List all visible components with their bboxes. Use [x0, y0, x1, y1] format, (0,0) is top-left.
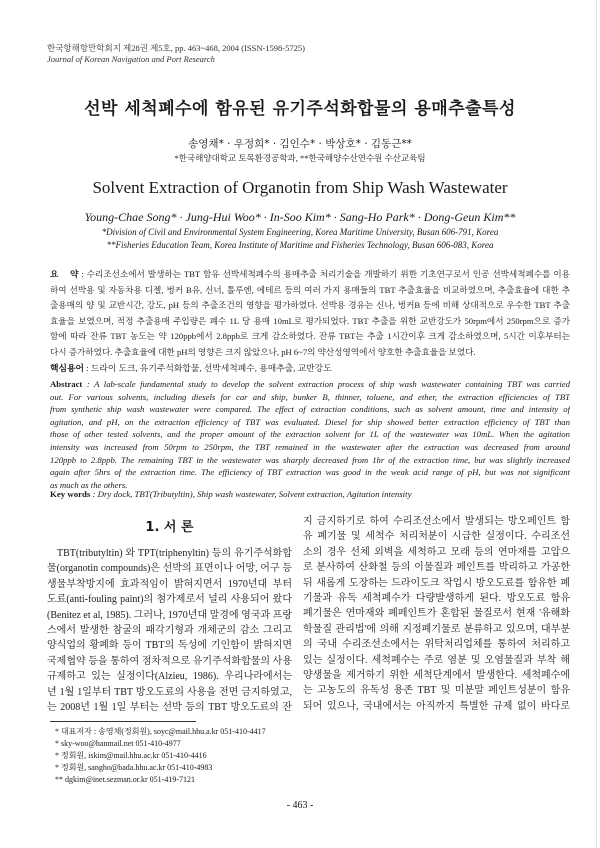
text-line: again after 5hrs of the extraction time. The efficiency of TBT extraction was good in the weak acid range of pH, but was not significant [50, 467, 570, 478]
text-line: 생물부착방지에 효과적임이 밝혀지면서 1970년대 부터 [47, 578, 292, 590]
body-column-left [47, 546, 292, 715]
title-korean: 선박 세척폐수에 함유된 유기주석화합물의 용매추출특성 [84, 99, 516, 119]
body-column-right [303, 514, 570, 714]
footnote-divider [50, 721, 196, 722]
text-line: 뒤 새롭게 도장하는 드라이도크 작업시 방오도료를 함유한 폐 [303, 577, 570, 589]
text-line: 함에 따라 잔류 TBT 농도는 약 120ppb에서 2.8ppb로 크게 감소하였다. 잔류 TBT는 추출 1시간이후 크게 감소하였으며, 5시간 이후부터는 [50, 331, 570, 341]
abstract-label: Abstract [50, 379, 83, 389]
text-line: 학물질 관리법'에 의해 지정폐기물로 분류하고 있으며, 대부분 [303, 623, 570, 635]
footnotes [55, 726, 266, 786]
text-line: 있는 실정이다. 세척폐수는 주로 염분 및 오염물질과 부착 해 [303, 654, 570, 666]
text-line: 로 분사하여 산화철 등의 이물질과 페인트를 박리하고 가공한 [303, 562, 570, 574]
affiliation-korean: *한국해양대학교 토목환경공학과, **한국해양수산연수원 수산교육팀 [174, 153, 426, 163]
journal-header-en: Journal of Korean Navigation and Port Research [47, 54, 215, 64]
text-line: 기물과 유독 세척폐수가 다량발생하게 된다. 방오도료 함유 [303, 592, 570, 604]
text-line: 년 1월 1일부터 TBT 방오도료의 사용을 전면 금지하였고, [47, 686, 292, 698]
text-line: 규제하고 있는 실정이다(Alzieu, 1986). 우리나라에서는 [47, 671, 292, 683]
page-edge [596, 0, 597, 848]
keywords-korean-text: : 드라이 도크, 유기주석화합물, 선박세척폐수, 용매추출, 교반강도 [84, 363, 332, 373]
text-line: 폐기물은 연마재와 폐페인트가 혼합된 물질로서 현재 '유해화 [303, 608, 570, 620]
text-line: * sky-woo@hanmail.net 051-410-4977 [55, 739, 181, 748]
text-line: 국제협약 등을 통하여 점차적으로 유기주석화합물의 사용 [47, 655, 292, 667]
text-line: 하여 선박용 및 자동차용 디젤, 벙커 B유, 신너, 톨루엔, 에테르 등의 여러 가지 용매들의 TBT 추출효율을 비교하였으며, 추출효율에 대한 추 [50, 284, 570, 295]
text-line: 물(organotin compounds)은 선박의 표면이나 어망, 어구 등 [47, 563, 292, 575]
text-line: 도료(anti-fouling paint)의 첨가제로서 널리 사용되어 왔다 [47, 594, 292, 606]
text-line: 는 2008년 1월 1일 부터는 선박 등의 TBT 방오도료의 잔 [47, 701, 292, 713]
text-line: 120ppb to 2.8ppb. The remaining TBT in the wastewater was sharply decreased from 1hr of the extraction time, but was slightly increased [50, 454, 570, 465]
text-line: 유 폐기물 및 세척수 처리처분이 시급한 실정이다. 수리조선 [303, 531, 570, 543]
text-line: 양생물을 제거하기 위한 세척단계에서 발생한다. 세척폐수에 [303, 669, 570, 681]
text-line: as much as the others. [50, 479, 128, 490]
text-line: 스에서 발생한 참굴의 패각기형과 개체군의 감소 그리고 [47, 624, 292, 636]
abstract-line-text: : A lab-scale fundamental study to develop the solvent extraction process of ship wash wastewater containing TBT was carried [82, 379, 570, 389]
abstract-label: 요 약 [50, 269, 79, 279]
text-line: from synthetic ship wash wastewater were compared. The effect of extraction conditions, such as solvent amount, time and intensity of [50, 404, 570, 415]
page-number: - 463 - [286, 800, 314, 811]
keywords-english-text: : Dry dock, TBT(Tributyltin), Ship wash wastewater, Solvent extraction, Agitation intensity [90, 489, 412, 499]
text-line: out. For various solvents, including diesels for car and ship, bunker B, thinner, toluene, and ether, the extraction efficiencies of TBT [50, 391, 570, 402]
title-english: Solvent Extraction of Organotin from Ship Wash Wastewater [92, 178, 508, 197]
abstract-korean [50, 267, 570, 360]
section-heading-introduction: 1. 서 론 [145, 520, 194, 535]
authors-english: Young-Chae Song* · Jung-Hui Woo* · In-Soo Kim* · Sang-Ho Park* · Dong-Geun Kim** [84, 210, 516, 224]
text-line [50, 378, 570, 391]
text-line: those of other tested solvents, and the proper amount of the extraction solvent for 1L of the wastewater was 10mL. When the agitation [50, 429, 570, 440]
abstract-line-text: : 수리조선소에서 발생하는 TBT 함유 선박세척폐수의 용매추출 처리기술을 개발하기 위한 기초연구로서 인공 선박세척폐수를 이용 [78, 269, 570, 279]
text-line: * 정회원, sangho@bada.hhu.ac.kr 051-410-4983 [55, 763, 213, 772]
keywords-korean-label: 핵심용어 [50, 363, 84, 373]
affiliation-english-1: *Division of Civil and Environmental System Engineering, Korea Maritime University, Busan 606-791, Korea [101, 227, 499, 237]
text-line: 소의 경우 선체 외벽을 세척하고 모래 등의 연마재를 고압으 [303, 546, 570, 558]
text-line [50, 267, 570, 283]
text-line: TBT(tributyltin) 와 TPT(triphenyltin) 등의 유기주석화합 [57, 548, 292, 559]
text-line: 되어 있으나, 국내에서는 아직까지 특별한 규제 없이 바다로 [303, 700, 570, 712]
keywords-english [50, 489, 570, 499]
affiliation-english-2: **Fisheries Education Team, Korea Institute of Maritime and Fisheries Technology, Busan 606-083, Korea [106, 240, 494, 250]
text-line: * 대표저자 : 송영채(정회원), soyc@mail.hhu.a.kr 051-410-4417 [55, 727, 266, 736]
abstract-english [50, 378, 570, 491]
text-line: 출용매의 양 및 교반시간, 강도, pH 등의 추출조건의 영향을 평가하였다. 선박용 경유는 신나, 벙커B 등에 비해 상대적으로 우수한 TBT 추출 [50, 300, 570, 310]
journal-header-ko: 한국항해항만학회지 제28권 제5호, pp. 463~468, 2004 (ISSN-1598-5725) [47, 43, 305, 53]
text-line: 는 고농도의 유독성 용존 TBT 및 미분말 페인트성분이 함유 [303, 685, 570, 697]
text-line: agitation, and pH, on the extraction efficiency of TBT was evaluated. Diesel for ship showed better extraction efficiency of TBT than [50, 416, 570, 427]
text-line: ** dgkim@inet.sezman.or.kr 051-419-7121 [55, 775, 196, 784]
text-line: 지 금지하기로 하여 수리조선소에서 발생되는 방오페인트 함 [303, 516, 570, 527]
keywords-korean [50, 361, 570, 374]
text-line: 양식업의 황폐화 등이 TBT의 독성에 기인함이 밝혀지면 [47, 640, 292, 652]
text-line: intensity was increased from 50rpm to 250rpm, the TBT remained in the wastewater after the extraction was decreased from around [50, 441, 570, 452]
authors-korean: 송영채* · 우정희* · 김인수* · 박상호* · 김동근** [188, 138, 412, 150]
keywords-english-label: Key words [50, 489, 91, 499]
text-line: * 정회원, iskim@mail.hhu.ac.kr 051-410-4416 [55, 751, 207, 760]
text-line: 의 국내 수리조선소에서는 위탁처리업체를 통하여 처리하고 [303, 639, 570, 651]
text-line: 다시 증가하였다. 추출효율에 대한 pH의 영향은 크지 않았으나, pH 6~7의 약산성영역에서 양호한 추출효율을 보였다. [50, 346, 476, 357]
text-line: 효율을 보였으며, 적정 추출용매 주입량은 폐수 1L 당 용매 10mL로 평가되었다. TBT 추출을 위한 교반강도가 50rpm에서 250rpm으로 증가 [50, 315, 570, 326]
text-line: (Benitez et al, 1985). 그러나, 1970년대 말경에 영국과 프랑 [47, 609, 292, 621]
